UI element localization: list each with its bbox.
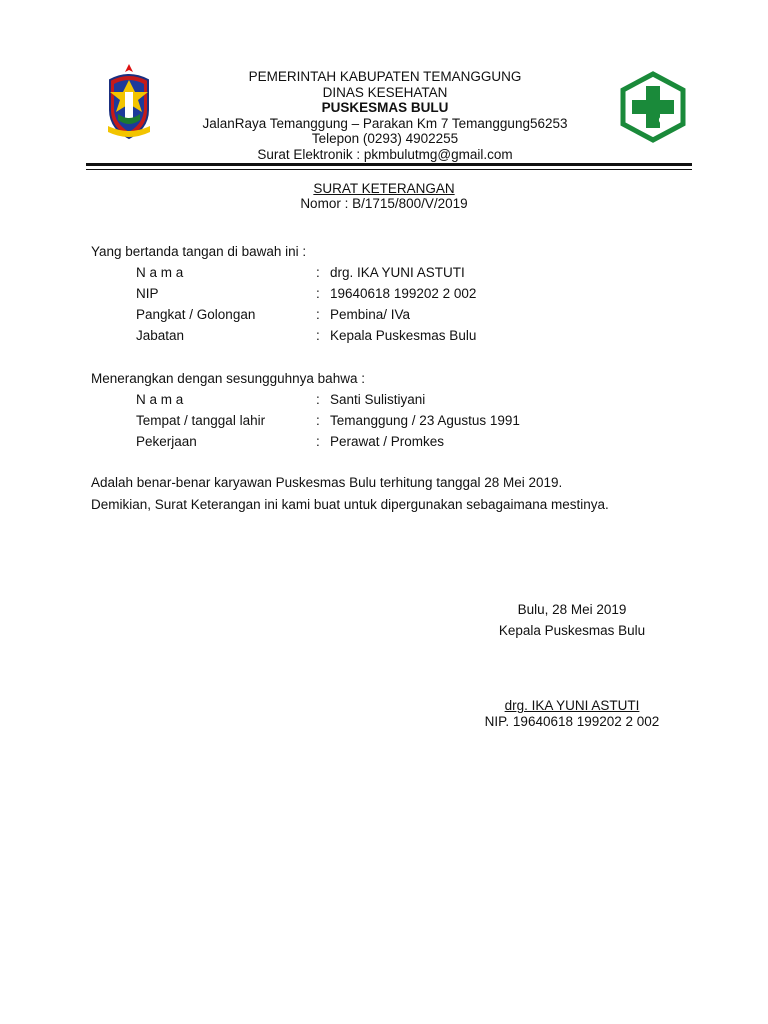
field-colon: : [316,392,320,407]
letterhead [160,69,610,162]
subject-field-row [136,413,520,429]
signer-field-row [136,307,410,323]
field-colon: : [316,265,320,280]
signer-name: drg. IKA YUNI ASTUTI [504,698,640,713]
field-colon: : [316,307,320,322]
subject-intro: Menerangkan dengan sesungguhnya bahwa : [91,371,365,386]
signature-place-date: Bulu, 28 Mei 2019 [517,602,627,617]
letter-heading: SURAT KETERANGAN [313,181,455,196]
field-value: Temanggung / 23 Agustus 1991 [330,413,520,428]
field-colon: : [316,434,320,449]
field-value: Kepala Puskesmas Bulu [330,328,477,343]
letterhead-divider [86,163,692,166]
puskesmas-cross-icon [617,66,689,146]
field-label: N a m a [136,265,184,280]
signer-field-row [136,265,465,281]
field-label: N a m a [136,392,184,407]
field-value: Perawat / Promkes [330,434,445,449]
field-label: NIP [136,286,159,301]
government-name: PEMERINTAH KABUPATEN TEMANGGUNG [248,69,522,84]
field-value: Pembina/ IVa [330,307,411,322]
phone: Telepon (0293) 4902255 [311,131,459,146]
field-label: Tempat / tanggal lahir [136,413,266,428]
signature-nip: NIP. 19640618 199202 2 002 [484,714,660,729]
subject-field-row [136,392,425,408]
department-name: DINAS KESEHATAN [322,84,448,100]
signature-position: Kepala Puskesmas Bulu [498,623,646,638]
statement-employment: Adalah benar-benar karyawan Puskesmas Bulu terhitung tanggal 28 Mei 2019. [91,475,563,490]
signer-field-row [136,328,476,344]
field-value: Santi Sulistiyani [330,392,426,407]
statement-closing: Demikian, Surat Keterangan ini kami buat untuk dipergunakan sebagaimana mestinya. [91,497,609,512]
address: JalanRaya Temanggung – Parakan Km 7 Temanggung56253 [202,115,568,131]
email: Surat Elektronik : pkmbulutmg@gmail.com [257,146,513,162]
letterhead-divider-thin [86,169,692,170]
signer-intro: Yang bertanda tangan di bawah ini : [91,244,307,259]
regency-emblem-icon [104,62,154,142]
letter-number: Nomor : B/1715/800/V/2019 [300,196,468,211]
letter-title [0,181,768,211]
signature-name [470,698,674,714]
institution-name: PUSKESMAS BULU [321,100,449,115]
subject-field-row [136,434,444,450]
field-label: Jabatan [136,328,185,343]
field-value: drg. IKA YUNI ASTUTI [330,265,465,280]
field-colon: : [316,286,320,301]
field-label: Pekerjaan [136,434,197,449]
field-value: 19640618 199202 2 002 [330,286,477,301]
field-label: Pangkat / Golongan [136,307,256,322]
field-colon: : [316,328,320,343]
signer-field-row [136,286,476,302]
field-colon: : [316,413,320,428]
